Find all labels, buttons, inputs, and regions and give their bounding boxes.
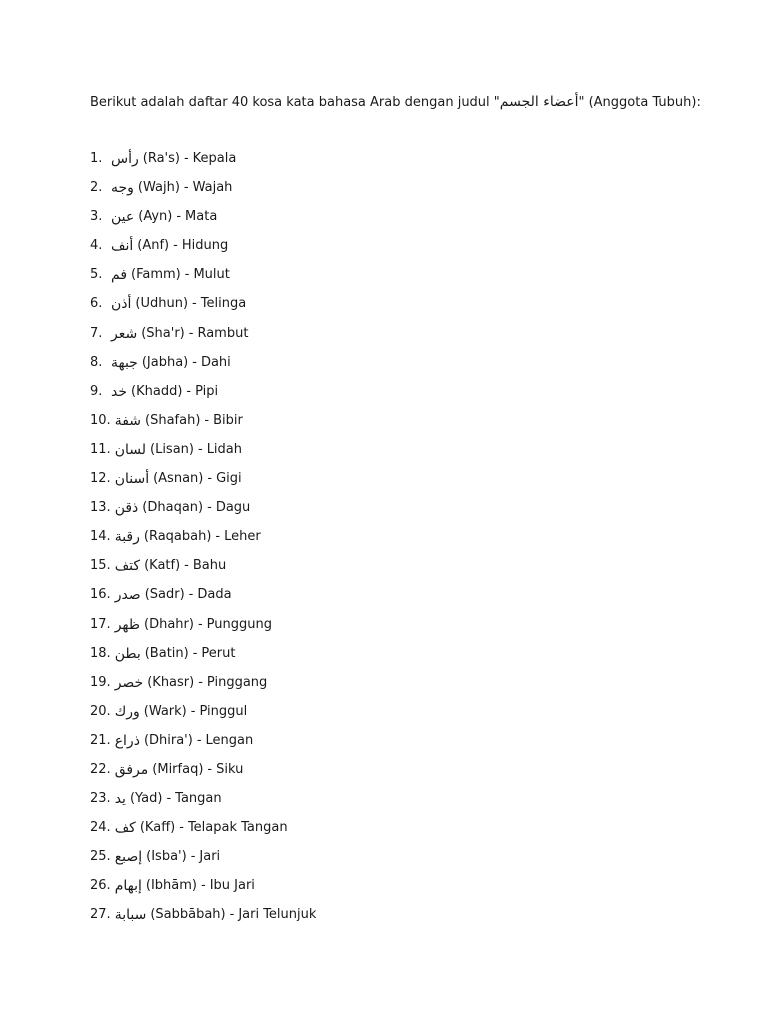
- item-meaning: Mulut: [193, 267, 230, 283]
- item-meaning: Wajah: [192, 180, 233, 196]
- intro-paragraph: [90, 93, 730, 112]
- item-arabic-word: شعر: [111, 325, 138, 342]
- list-item: [90, 732, 316, 761]
- item-number: 1.: [90, 151, 103, 166]
- list-item: [90, 674, 316, 703]
- item-meaning: Jari Telunjuk: [238, 907, 317, 923]
- item-number: 24.: [90, 820, 111, 836]
- list-item: [90, 179, 316, 208]
- list-item: [90, 295, 316, 324]
- list-item: [90, 441, 316, 470]
- item-number: 19.: [90, 674, 111, 690]
- item-separator: -: [184, 267, 190, 283]
- item-separator: -: [190, 703, 196, 719]
- item-number: 7.: [90, 325, 103, 341]
- list-item: [90, 848, 316, 877]
- item-transliteration: (Famm): [131, 267, 181, 283]
- item-number: 11.: [90, 441, 111, 457]
- item-transliteration: (Wark): [143, 703, 187, 719]
- item-transliteration: (Raqabah): [143, 529, 212, 545]
- list-item: [90, 703, 316, 732]
- list-item: [90, 906, 316, 935]
- item-number: 16.: [90, 587, 111, 603]
- item-separator: -: [183, 180, 189, 196]
- item-separator: -: [215, 529, 221, 545]
- item-separator: -: [184, 558, 189, 574]
- item-separator: -: [197, 441, 203, 457]
- item-separator: -: [173, 238, 178, 254]
- item-arabic-word: عين: [111, 209, 135, 226]
- item-separator: -: [176, 209, 182, 225]
- item-transliteration: (Sabbābah): [150, 907, 226, 923]
- item-transliteration: (Ra's): [142, 151, 180, 166]
- item-number: 25.: [90, 849, 111, 865]
- item-arabic-word: ظهر: [114, 616, 141, 633]
- item-arabic-word: مرفق: [114, 761, 149, 778]
- item-transliteration: (Sadr): [144, 587, 185, 603]
- item-meaning: Mata: [185, 209, 218, 225]
- item-arabic-word: بطن: [114, 645, 141, 662]
- item-transliteration: (Batin): [144, 645, 189, 661]
- list-item: [90, 586, 316, 615]
- item-separator: -: [188, 587, 194, 603]
- item-number: 26.: [90, 878, 111, 894]
- item-meaning: Jari: [199, 849, 221, 865]
- list-item: [90, 499, 316, 528]
- item-number: 27.: [90, 907, 111, 923]
- item-transliteration: (Yad): [129, 791, 163, 807]
- item-arabic-word: رأس: [111, 151, 139, 167]
- item-transliteration: (Jabha): [141, 354, 189, 370]
- item-transliteration: (Udhun): [135, 296, 189, 312]
- item-transliteration: (Dhahr): [144, 616, 194, 632]
- item-arabic-word: خد: [111, 383, 128, 400]
- item-number: 8.: [90, 354, 103, 370]
- list-item: [90, 557, 316, 586]
- item-arabic-word: وجه: [111, 180, 134, 197]
- item-transliteration: (Isba'): [146, 849, 187, 865]
- item-meaning: Pinggul: [199, 703, 248, 719]
- item-number: 18.: [90, 645, 111, 661]
- list-item: [90, 761, 316, 790]
- list-item: [90, 208, 316, 237]
- item-separator: -: [190, 849, 196, 865]
- item-separator: -: [198, 674, 203, 690]
- item-number: 10.: [90, 412, 111, 428]
- item-meaning: Pinggang: [206, 674, 268, 690]
- intro-suffix: " (Anggota Tubuh):: [578, 95, 701, 110]
- item-number: 5.: [90, 267, 103, 283]
- intro-prefix: Berikut adalah daftar 40 kosa kata bahasa Arab dengan judul ": [90, 95, 500, 110]
- item-number: 6.: [90, 296, 103, 312]
- item-number: 4.: [90, 238, 103, 254]
- item-number: 23.: [90, 791, 111, 807]
- item-separator: -: [207, 761, 213, 777]
- list-item: [90, 819, 316, 848]
- item-transliteration: (Katf): [144, 558, 181, 574]
- item-arabic-word: ورك: [114, 703, 140, 720]
- item-meaning: Rambut: [197, 325, 249, 341]
- item-separator: -: [196, 732, 202, 748]
- item-arabic-word: كتف: [114, 558, 141, 575]
- item-transliteration: (Wajh): [137, 180, 180, 196]
- item-separator: -: [186, 383, 192, 399]
- list-item: [90, 150, 316, 179]
- item-arabic-word: جبهة: [111, 354, 138, 371]
- item-number: 20.: [90, 703, 111, 719]
- list-item: [90, 790, 316, 819]
- item-meaning: Dahi: [200, 354, 231, 370]
- item-meaning: Lidah: [206, 441, 242, 457]
- item-number: 12.: [90, 471, 111, 487]
- item-arabic-word: أنف: [111, 238, 134, 255]
- item-separator: -: [166, 791, 172, 807]
- vocabulary-list: [90, 150, 316, 936]
- item-transliteration: (Ibhām): [145, 878, 197, 894]
- item-number: 3.: [90, 209, 103, 225]
- item-separator: -: [179, 820, 184, 836]
- item-number: 22.: [90, 761, 111, 777]
- item-transliteration: (Lisan): [150, 441, 194, 457]
- item-meaning: Gigi: [216, 471, 242, 487]
- item-meaning: Pipi: [195, 383, 219, 399]
- item-number: 17.: [90, 616, 111, 632]
- item-meaning: Lengan: [205, 732, 254, 748]
- item-separator: -: [192, 645, 198, 661]
- item-meaning: Bahu: [192, 558, 227, 574]
- item-separator: -: [200, 878, 206, 894]
- item-separator: -: [197, 616, 203, 632]
- item-arabic-word: أسنان: [114, 471, 150, 488]
- item-meaning: Dada: [197, 587, 232, 603]
- item-separator: -: [192, 354, 197, 370]
- item-arabic-word: إبهام: [114, 878, 142, 895]
- item-separator: -: [192, 296, 197, 312]
- list-item: [90, 354, 316, 383]
- item-transliteration: (Sha'r): [141, 325, 185, 341]
- item-arabic-word: ذقن: [114, 500, 139, 517]
- list-item: [90, 412, 316, 441]
- item-meaning: Punggung: [206, 616, 272, 632]
- item-separator: -: [229, 907, 235, 923]
- item-arabic-word: ذراع: [114, 732, 140, 749]
- item-separator: -: [188, 325, 194, 341]
- item-meaning: Hidung: [181, 238, 229, 254]
- item-arabic-word: إصبع: [114, 849, 143, 866]
- item-number: 9.: [90, 383, 103, 399]
- item-separator: -: [183, 151, 189, 166]
- item-transliteration: (Asnan): [153, 471, 204, 487]
- item-transliteration: (Dhaqan): [142, 500, 204, 516]
- item-arabic-word: يد: [114, 791, 126, 808]
- item-meaning: Siku: [216, 761, 244, 777]
- item-number: 21.: [90, 732, 111, 748]
- item-meaning: Perut: [201, 645, 236, 661]
- list-item: [90, 877, 316, 906]
- intro-arabic-title: أعضاء الجسم: [499, 94, 579, 110]
- list-item: [90, 616, 316, 645]
- item-meaning: Dagu: [215, 500, 251, 516]
- list-item: [90, 470, 316, 499]
- item-meaning: Telinga: [200, 296, 247, 312]
- list-item: [90, 237, 316, 266]
- item-arabic-word: أذن: [111, 296, 132, 313]
- list-item: [90, 266, 316, 295]
- item-number: 2.: [90, 180, 103, 196]
- list-item: [90, 325, 316, 354]
- item-meaning: Bibir: [213, 412, 243, 428]
- item-meaning: Telapak Tangan: [187, 820, 288, 836]
- item-meaning: Ibu Jari: [209, 878, 255, 894]
- item-arabic-word: سبابة: [114, 907, 147, 924]
- item-arabic-word: رقبة: [114, 529, 140, 546]
- item-meaning: Tangan: [175, 791, 222, 807]
- item-transliteration: (Anf): [137, 238, 170, 254]
- list-item: [90, 645, 316, 674]
- list-item: [90, 528, 316, 557]
- item-separator: -: [207, 500, 212, 516]
- item-arabic-word: لسان: [114, 441, 146, 458]
- item-arabic-word: شفة: [114, 412, 142, 429]
- item-number: 14.: [90, 529, 111, 545]
- item-transliteration: (Kaff): [139, 820, 176, 836]
- item-number: 15.: [90, 558, 111, 574]
- item-arabic-word: كف: [114, 820, 136, 837]
- item-transliteration: (Khasr): [147, 674, 195, 690]
- item-meaning: Leher: [224, 529, 261, 545]
- item-arabic-word: خصر: [114, 674, 144, 691]
- item-separator: -: [204, 412, 210, 428]
- item-transliteration: (Mirfaq): [152, 761, 204, 777]
- item-separator: -: [207, 471, 213, 487]
- item-transliteration: (Ayn): [138, 209, 173, 225]
- item-meaning: Kepala: [192, 151, 237, 166]
- list-item: [90, 383, 316, 412]
- item-arabic-word: فم: [111, 267, 128, 284]
- item-transliteration: (Shafah): [145, 412, 201, 428]
- item-transliteration: (Khadd): [131, 383, 183, 399]
- item-transliteration: (Dhira'): [143, 732, 193, 748]
- item-number: 13.: [90, 500, 111, 516]
- item-arabic-word: صدر: [114, 587, 141, 604]
